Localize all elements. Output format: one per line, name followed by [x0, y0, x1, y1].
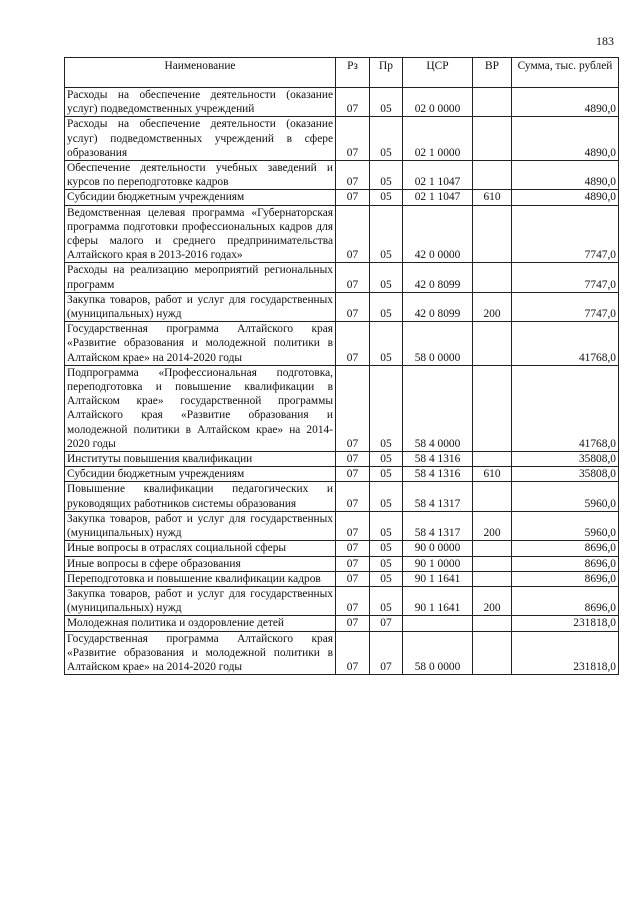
cell-csr: 90 0 0000	[403, 541, 473, 556]
cell-pr: 05	[370, 571, 403, 586]
table-row	[65, 511, 619, 540]
table-row	[65, 190, 619, 205]
header-sum: Сумма, тыс. рублей	[512, 58, 619, 88]
cell-name: Переподготовка и повышение квалификации кадров	[65, 571, 336, 586]
cell-csr: 02 1 1047	[403, 190, 473, 205]
cell-sum: 8696,0	[512, 586, 619, 615]
cell-rz: 07	[336, 571, 370, 586]
cell-csr: 58 4 0000	[403, 365, 473, 451]
cell-pr: 05	[370, 263, 403, 292]
cell-sum: 5960,0	[512, 482, 619, 511]
cell-name: Государственная программа Алтайского края «Развитие образования и молодежной политики в Алтайском крае» на 2014-2020 годы	[65, 631, 336, 675]
cell-pr: 05	[370, 556, 403, 571]
cell-name: Обеспечение деятельности учебных заведений и курсов по переподготовке кадров	[65, 161, 336, 190]
cell-sum: 8696,0	[512, 571, 619, 586]
table-row	[65, 467, 619, 482]
cell-rz: 07	[336, 322, 370, 366]
budget-table	[64, 57, 619, 675]
cell-vr: 200	[473, 586, 512, 615]
table-row	[65, 263, 619, 292]
cell-name: Субсидии бюджетным учреждениям	[65, 190, 336, 205]
cell-vr	[473, 482, 512, 511]
cell-name: Закупка товаров, работ и услуг для государственных (муниципальных) нужд	[65, 511, 336, 540]
table-row	[65, 161, 619, 190]
cell-rz: 07	[336, 631, 370, 675]
cell-sum: 4890,0	[512, 117, 619, 161]
cell-csr: 58 0 0000	[403, 631, 473, 675]
table-row	[65, 616, 619, 631]
cell-rz: 07	[336, 161, 370, 190]
table-row	[65, 452, 619, 467]
cell-name: Расходы на обеспечение деятельности (оказание услуг) подведомственных учреждений	[65, 88, 336, 117]
cell-sum: 5960,0	[512, 511, 619, 540]
table-row	[65, 88, 619, 117]
cell-sum: 35808,0	[512, 467, 619, 482]
cell-sum: 41768,0	[512, 365, 619, 451]
cell-name: Закупка товаров, работ и услуг для государственных (муниципальных) нужд	[65, 586, 336, 615]
table-row	[65, 322, 619, 366]
table-row	[65, 205, 619, 263]
cell-sum: 7747,0	[512, 263, 619, 292]
cell-name: Расходы на обеспечение деятельности (оказание услуг) подведомственных учреждений в сфере образования	[65, 117, 336, 161]
cell-vr	[473, 322, 512, 366]
cell-csr: 90 1 1641	[403, 571, 473, 586]
page-number: 183	[596, 34, 614, 48]
cell-sum: 4890,0	[512, 190, 619, 205]
cell-pr: 05	[370, 88, 403, 117]
header-csr: ЦСР	[403, 58, 473, 88]
cell-csr: 02 0 0000	[403, 88, 473, 117]
cell-vr	[473, 452, 512, 467]
table-row	[65, 292, 619, 321]
cell-csr	[403, 616, 473, 631]
cell-pr: 05	[370, 482, 403, 511]
table-row	[65, 586, 619, 615]
cell-csr: 42 0 0000	[403, 205, 473, 263]
cell-sum: 8696,0	[512, 556, 619, 571]
cell-csr: 02 1 1047	[403, 161, 473, 190]
cell-name: Ведомственная целевая программа «Губернаторская программа подготовки профессиональных кадров для сферы малого и среднего предпринимательства Алтайского края в 2013-2016 годах»	[65, 205, 336, 263]
cell-rz: 07	[336, 586, 370, 615]
cell-vr	[473, 631, 512, 675]
cell-csr: 58 4 1317	[403, 511, 473, 540]
cell-rz: 07	[336, 117, 370, 161]
table-header-row	[65, 58, 619, 88]
cell-rz: 07	[336, 556, 370, 571]
cell-rz: 07	[336, 616, 370, 631]
cell-sum: 4890,0	[512, 161, 619, 190]
cell-sum: 41768,0	[512, 322, 619, 366]
cell-vr: 610	[473, 190, 512, 205]
table-row	[65, 556, 619, 571]
cell-csr: 42 0 8099	[403, 292, 473, 321]
table-row	[65, 541, 619, 556]
cell-vr: 200	[473, 511, 512, 540]
cell-rz: 07	[336, 511, 370, 540]
cell-rz: 07	[336, 482, 370, 511]
cell-sum: 4890,0	[512, 88, 619, 117]
cell-name: Повышение квалификации педагогических и руководящих работников системы образования	[65, 482, 336, 511]
cell-rz: 07	[336, 541, 370, 556]
cell-csr: 90 1 1641	[403, 586, 473, 615]
cell-vr	[473, 205, 512, 263]
cell-vr	[473, 571, 512, 586]
cell-vr	[473, 365, 512, 451]
cell-sum: 35808,0	[512, 452, 619, 467]
cell-rz: 07	[336, 467, 370, 482]
cell-vr: 610	[473, 467, 512, 482]
cell-name: Расходы на реализацию мероприятий региональных программ	[65, 263, 336, 292]
cell-name: Иные вопросы в отраслях социальной сферы	[65, 541, 336, 556]
cell-vr	[473, 616, 512, 631]
header-pr: Пр	[370, 58, 403, 88]
cell-sum: 231818,0	[512, 616, 619, 631]
cell-name: Закупка товаров, работ и услуг для государственных (муниципальных) нужд	[65, 292, 336, 321]
cell-name: Молодежная политика и оздоровление детей	[65, 616, 336, 631]
cell-sum: 7747,0	[512, 292, 619, 321]
cell-name: Иные вопросы в сфере образования	[65, 556, 336, 571]
cell-rz: 07	[336, 292, 370, 321]
cell-rz: 07	[336, 88, 370, 117]
cell-pr: 05	[370, 467, 403, 482]
header-rz: Рз	[336, 58, 370, 88]
cell-name: Подпрограмма «Профессиональная подготовка, переподготовка и повышение квалификации в Алтайском крае» государственной программы Алтайского края «Развитие образования и молодежной политики в Алтайском крае» на 2014-2020 годы	[65, 365, 336, 451]
cell-pr: 05	[370, 292, 403, 321]
cell-vr	[473, 161, 512, 190]
cell-pr: 05	[370, 452, 403, 467]
cell-pr: 07	[370, 616, 403, 631]
table-row	[65, 482, 619, 511]
cell-pr: 05	[370, 586, 403, 615]
cell-pr: 05	[370, 190, 403, 205]
cell-pr: 05	[370, 117, 403, 161]
cell-rz: 07	[336, 452, 370, 467]
cell-name: Институты повышения квалификации	[65, 452, 336, 467]
cell-rz: 07	[336, 205, 370, 263]
cell-csr: 58 4 1317	[403, 482, 473, 511]
cell-vr	[473, 541, 512, 556]
cell-rz: 07	[336, 365, 370, 451]
header-vr: ВР	[473, 58, 512, 88]
table-row	[65, 117, 619, 161]
header-name: Наименование	[65, 58, 336, 88]
table-row	[65, 571, 619, 586]
cell-pr: 07	[370, 631, 403, 675]
cell-pr: 05	[370, 161, 403, 190]
cell-rz: 07	[336, 190, 370, 205]
cell-name: Государственная программа Алтайского края «Развитие образования и молодежной политики в Алтайском крае» на 2014-2020 годы	[65, 322, 336, 366]
cell-pr: 05	[370, 205, 403, 263]
cell-rz: 07	[336, 263, 370, 292]
cell-csr: 58 0 0000	[403, 322, 473, 366]
cell-vr	[473, 556, 512, 571]
cell-vr	[473, 263, 512, 292]
cell-vr: 200	[473, 292, 512, 321]
table-row	[65, 631, 619, 675]
cell-sum: 231818,0	[512, 631, 619, 675]
cell-csr: 58 4 1316	[403, 467, 473, 482]
cell-csr: 42 0 8099	[403, 263, 473, 292]
cell-pr: 05	[370, 322, 403, 366]
cell-pr: 05	[370, 511, 403, 540]
cell-csr: 58 4 1316	[403, 452, 473, 467]
cell-vr	[473, 88, 512, 117]
cell-pr: 05	[370, 365, 403, 451]
cell-name: Субсидии бюджетным учреждениям	[65, 467, 336, 482]
cell-csr: 90 1 0000	[403, 556, 473, 571]
cell-pr: 05	[370, 541, 403, 556]
table-row	[65, 365, 619, 451]
cell-vr	[473, 117, 512, 161]
cell-sum: 7747,0	[512, 205, 619, 263]
cell-sum: 8696,0	[512, 541, 619, 556]
cell-csr: 02 1 0000	[403, 117, 473, 161]
